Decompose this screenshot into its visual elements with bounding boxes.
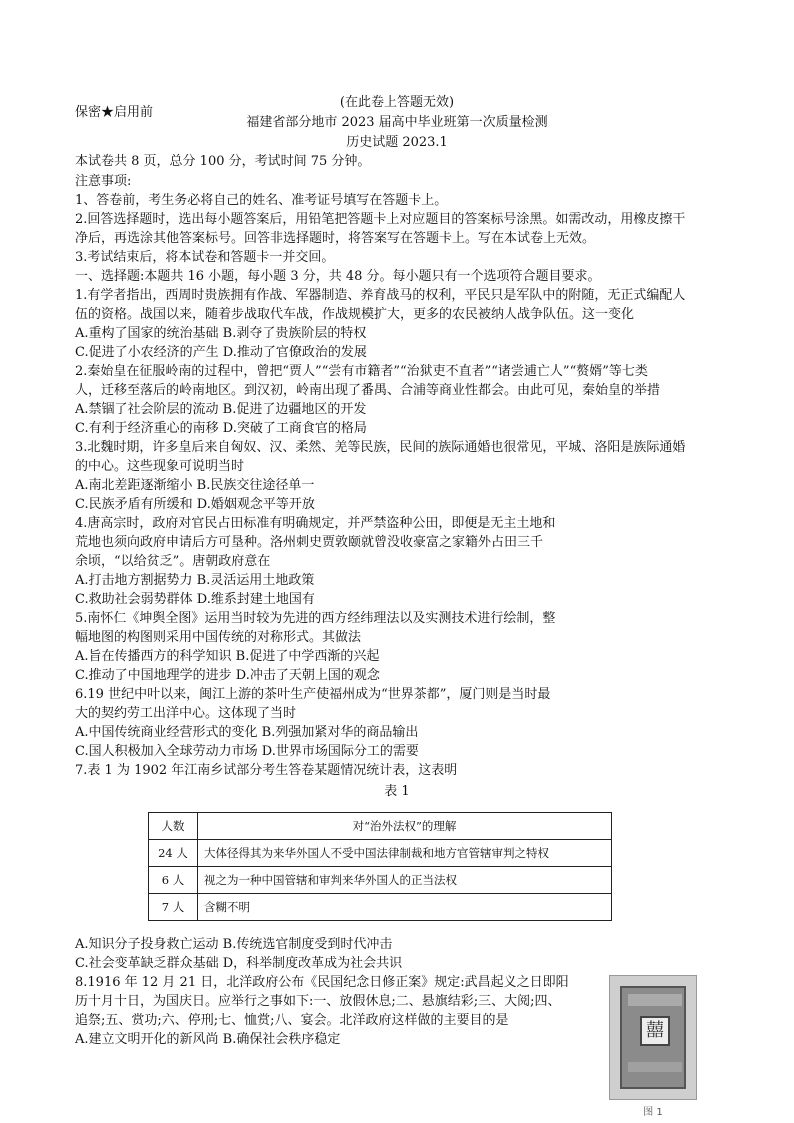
question-line: 4.唐高宗时，政府对官民占田标准有明确规定，并严禁盗种公田，即便是无主土地和 [75, 516, 556, 531]
question-line: 3.北魏时期，许多皇后来自匈奴、汉、柔然、羌等民族，民间的族际通婚也很常见，平城、洛阳是族际通婚 [75, 440, 686, 455]
question-line: 伍的资格。战国以来，随着步战取代车战，作战规模扩大，更多的农民被纳人战争队伍。这一变化 [75, 307, 635, 322]
exam-title: 福建省部分地市 2023 届高中毕业班第一次质量检测 [246, 115, 548, 130]
table-header-cell: 对“治外法权”的理解 [198, 813, 612, 840]
option-line: A.旨在传播西方的科学知识 B.促进了中学西渐的兴起 [75, 649, 380, 664]
option-line: C.促进了小农经济的产生 D.推动了官僚政治的发展 [75, 345, 367, 360]
table-row [149, 894, 612, 921]
plaque-band [628, 1062, 682, 1072]
statistics-table [148, 812, 612, 921]
question-line: 历十月十日，为国庆日。应举行之事如下:一、放假休息;二、悬旗结彩;三、大阅;四、 [75, 994, 561, 1009]
table-header-row [149, 813, 612, 840]
table-caption: 表 1 [384, 784, 410, 799]
question-line: 2.秦始皇在征服岭南的过程中，曾把“贾人”“尝有市籍者”“治狱吏不直者”“诸尝逋亡人”“赘婿”等七类 [75, 364, 648, 379]
figure-caption: 图 1 [643, 1107, 663, 1118]
table-row [149, 840, 612, 867]
question-line: 1.有学者指出，西周时贵族拥有作战、军器制造、养育战马的权利，平民只是军队中的附随，无正式编配人 [75, 288, 686, 303]
note-item: 1、答卷前，考生务必将自己的姓名、准考证号填写在答题卡上。 [75, 193, 448, 208]
option-line: A.打击地方割据势力 B.灵活运用土地政策 [75, 573, 315, 588]
note-item: 2.回答选择题时，选出每小题答案后，用铅笔把答题卡上对应题目的答案标号涂黑。如需改动，用橡皮擦干 [75, 212, 686, 227]
question-line: 的中心。这些现象可说明当时 [75, 459, 245, 474]
table-header-cell: 人数 [149, 813, 198, 840]
figure-photo [609, 975, 697, 1100]
plaque-band [628, 994, 682, 1006]
question-line: 追祭;五、赏功;六、停刑;七、恤赏;八、宴会。北洋政府这样做的主要目的是 [75, 1013, 509, 1028]
table-cell: 视之为一种中国管辖和审判来华外国人的正当法权 [198, 867, 612, 894]
question-line: 7.表 1 为 1902 年江南乡试部分考生答卷某题情况统计表，这表明 [75, 763, 458, 778]
option-line: C.救助社会弱势群体 D.维系封建土地国有 [75, 592, 315, 607]
option-line: C.社会变革缺乏群众基础 D，科举制度改革成为社会共识 [75, 956, 403, 971]
question-line: 6.19 世纪中叶以来，闽江上游的茶叶生产使福州成为“世界茶都”，厦门则是当时最 [75, 687, 551, 702]
table-row [149, 867, 612, 894]
option-line: A.建立文明开化的新风尚 B.确保社会秩序稳定 [75, 1032, 341, 1047]
secret-label: 保密★启用前 [75, 105, 154, 120]
plaque-glyph: 囍 [640, 1016, 670, 1046]
table-cell: 含糊不明 [198, 894, 612, 921]
notes-heading: 注意事项: [75, 174, 132, 189]
option-line: A.知识分子投身救亡运动 B.传统选官制度受到时代冲击 [75, 937, 393, 952]
subject-title: 历史试题 2023.1 [346, 135, 448, 150]
option-line: A.中国传统商业经营形式的变化 B.列强加紧对华的商品输出 [75, 725, 419, 740]
section-heading: 一、选择题:本题共 16 小题，每小题 3 分，共 48 分。每小题只有一个选项符合题目要求。 [75, 269, 601, 284]
table-cell: 大体径得其为来华外国人不受中国法律制裁和地方官管辖审判之特权 [198, 840, 612, 867]
option-line: C.推动了中国地理学的进步 D.冲击了天朝上国的观念 [75, 668, 380, 683]
figure-plaque [620, 986, 686, 1089]
question-line: 5.南怀仁《坤舆全图》运用当时较为先进的西方经纬理法以及实测技术进行绘制，整 [75, 611, 556, 626]
option-line: C.有利于经济重心的南移 D.突破了工商食官的格局 [75, 421, 367, 436]
note-item: 3.考试结束后，将本试卷和答题卡一并交回。 [75, 250, 335, 265]
option-line: C.国人积极加入全球劳动力市场 D.世界市场国际分工的需要 [75, 744, 419, 759]
question-line: 8.1916 年 12 月 21 日，北洋政府公布《民国纪念日修正案》规定:武昌起义之日即阳 [75, 975, 569, 990]
question-line: 大的契约劳工出洋中心。这体现了当时 [75, 706, 297, 721]
option-line: A.重构了国家的统治基础 B.剥夺了贵族阶层的特权 [75, 326, 367, 341]
notice: (在此卷上答题无效) [339, 95, 455, 110]
question-line: 人，迁移至落后的岭南地区。到汉初，岭南出现了番禺、合浦等商业性都会。由此可见，秦始皇的举措 [75, 383, 661, 398]
note-item: 净后，再选涂其他答案标号。回答非选择题时，将答案写在答题卡上。写在本试卷上无效。 [75, 231, 596, 246]
question-line: 余顷，“以给贫乏”。唐朝政府意在 [75, 554, 271, 569]
table-cell: 24 人 [149, 840, 198, 867]
figure-1 [609, 975, 697, 1117]
option-line: A.禁锢了社会阶层的流动 B.促进了边疆地区的开发 [75, 402, 367, 417]
option-line: C.民族矛盾有所缓和 D.婚姻观念平等开放 [75, 497, 315, 512]
option-line: A.南北差距逐渐缩小 B.民族交往途径单一 [75, 478, 315, 493]
question-line: 幅地图的构图则采用中国传统的对称形式。其做法 [75, 630, 362, 645]
question-line: 荒地也须向政府申请后方可垦种。洛州刺史贾敦颐就曾没收豪富之家籍外占田三千 [75, 535, 544, 550]
exam-info: 本试卷共 8 页，总分 100 分，考试时间 75 分钟。 [75, 154, 371, 169]
table-cell: 7 人 [149, 894, 198, 921]
table-cell: 6 人 [149, 867, 198, 894]
